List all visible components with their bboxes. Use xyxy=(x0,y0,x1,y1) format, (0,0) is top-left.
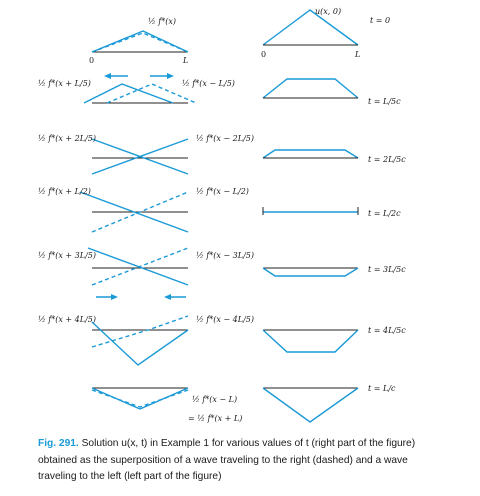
caption-text: Solution u(x, t) in Example 1 for various values of t (right part of the figure) obtained as the superposition of a wave traveling to the right (dashed) and a wave traveling to the left (left part of the figure) xyxy=(38,438,416,482)
solution-curve xyxy=(263,330,358,352)
row-t1-left xyxy=(38,73,235,103)
row-t1-right xyxy=(263,79,401,106)
label-left-wave: ½ f*(x + 3L/5) xyxy=(38,251,96,260)
row-t6-right xyxy=(263,384,396,422)
label-right-wave: ½ f*(x − L/2) xyxy=(196,187,249,196)
label-time: t = L/5c xyxy=(368,97,401,106)
label-left-wave: ½ f*(x + 2L/5) xyxy=(38,134,96,143)
label-L: L xyxy=(183,56,189,65)
label-time: t = L/c xyxy=(368,384,396,393)
row-t2-left xyxy=(38,134,254,174)
right-wave xyxy=(92,33,188,52)
label-time: t = 3L/5c xyxy=(368,265,406,274)
row-t3-left xyxy=(38,187,249,232)
label-right-wave: ½ f*(x − L/5) xyxy=(182,79,235,88)
label-zero: 0 xyxy=(89,56,95,65)
label-right-wave: ½ f*(x − 3L/5) xyxy=(196,251,254,260)
solution-curve xyxy=(263,79,358,98)
label-time: t = 4L/5c xyxy=(368,326,406,335)
label-u-x0: u(x, 0) xyxy=(315,7,342,16)
label-left-wave: ½ f*(x + 4L/5) xyxy=(38,315,96,324)
row-t3-right xyxy=(263,207,401,218)
label-time: t = 0 xyxy=(370,16,391,25)
solution-curve xyxy=(263,268,358,276)
label-time: t = L/2c xyxy=(368,209,401,218)
label-zero: 0 xyxy=(261,50,267,59)
row-t6-left xyxy=(92,388,242,423)
label-shifted-wave: ½ f*(x − L) xyxy=(192,395,238,404)
label-left-wave: ½ f*(x + L/5) xyxy=(38,79,91,88)
row-t5-left xyxy=(38,315,254,365)
label-L: L xyxy=(355,50,361,59)
left-wave xyxy=(92,388,188,409)
label-left-wave: ½ f*(x + L/2) xyxy=(38,187,91,196)
label-time: t = 2L/5c xyxy=(368,155,406,164)
arrow-right-head xyxy=(111,294,118,300)
left-wave xyxy=(92,322,188,365)
row-t4-right xyxy=(263,265,406,276)
arrow-right-head xyxy=(167,73,174,79)
label-right-wave: ½ f*(x − 4L/5) xyxy=(196,315,254,324)
arrow-left-head xyxy=(104,73,111,79)
label-half-f: ½ f*(x) xyxy=(148,17,177,26)
figure-caption xyxy=(38,436,438,486)
figure-number: Fig. 291. xyxy=(38,438,79,449)
row-t4-left xyxy=(38,248,254,300)
row-t2-right xyxy=(263,150,406,164)
label-right-wave: ½ f*(x − 2L/5) xyxy=(196,134,254,143)
label-shifted-wave-equal: = ½ f*(x + L) xyxy=(188,414,243,423)
right-wave xyxy=(92,390,188,407)
solution-curve xyxy=(263,388,358,422)
solution-curve xyxy=(263,150,358,158)
row-t0-right xyxy=(261,7,390,59)
row-t0-left xyxy=(89,17,188,65)
row-t5-right xyxy=(263,326,406,352)
arrow-left-head xyxy=(164,294,171,300)
right-wave xyxy=(92,316,188,347)
solution-curve xyxy=(263,10,358,45)
